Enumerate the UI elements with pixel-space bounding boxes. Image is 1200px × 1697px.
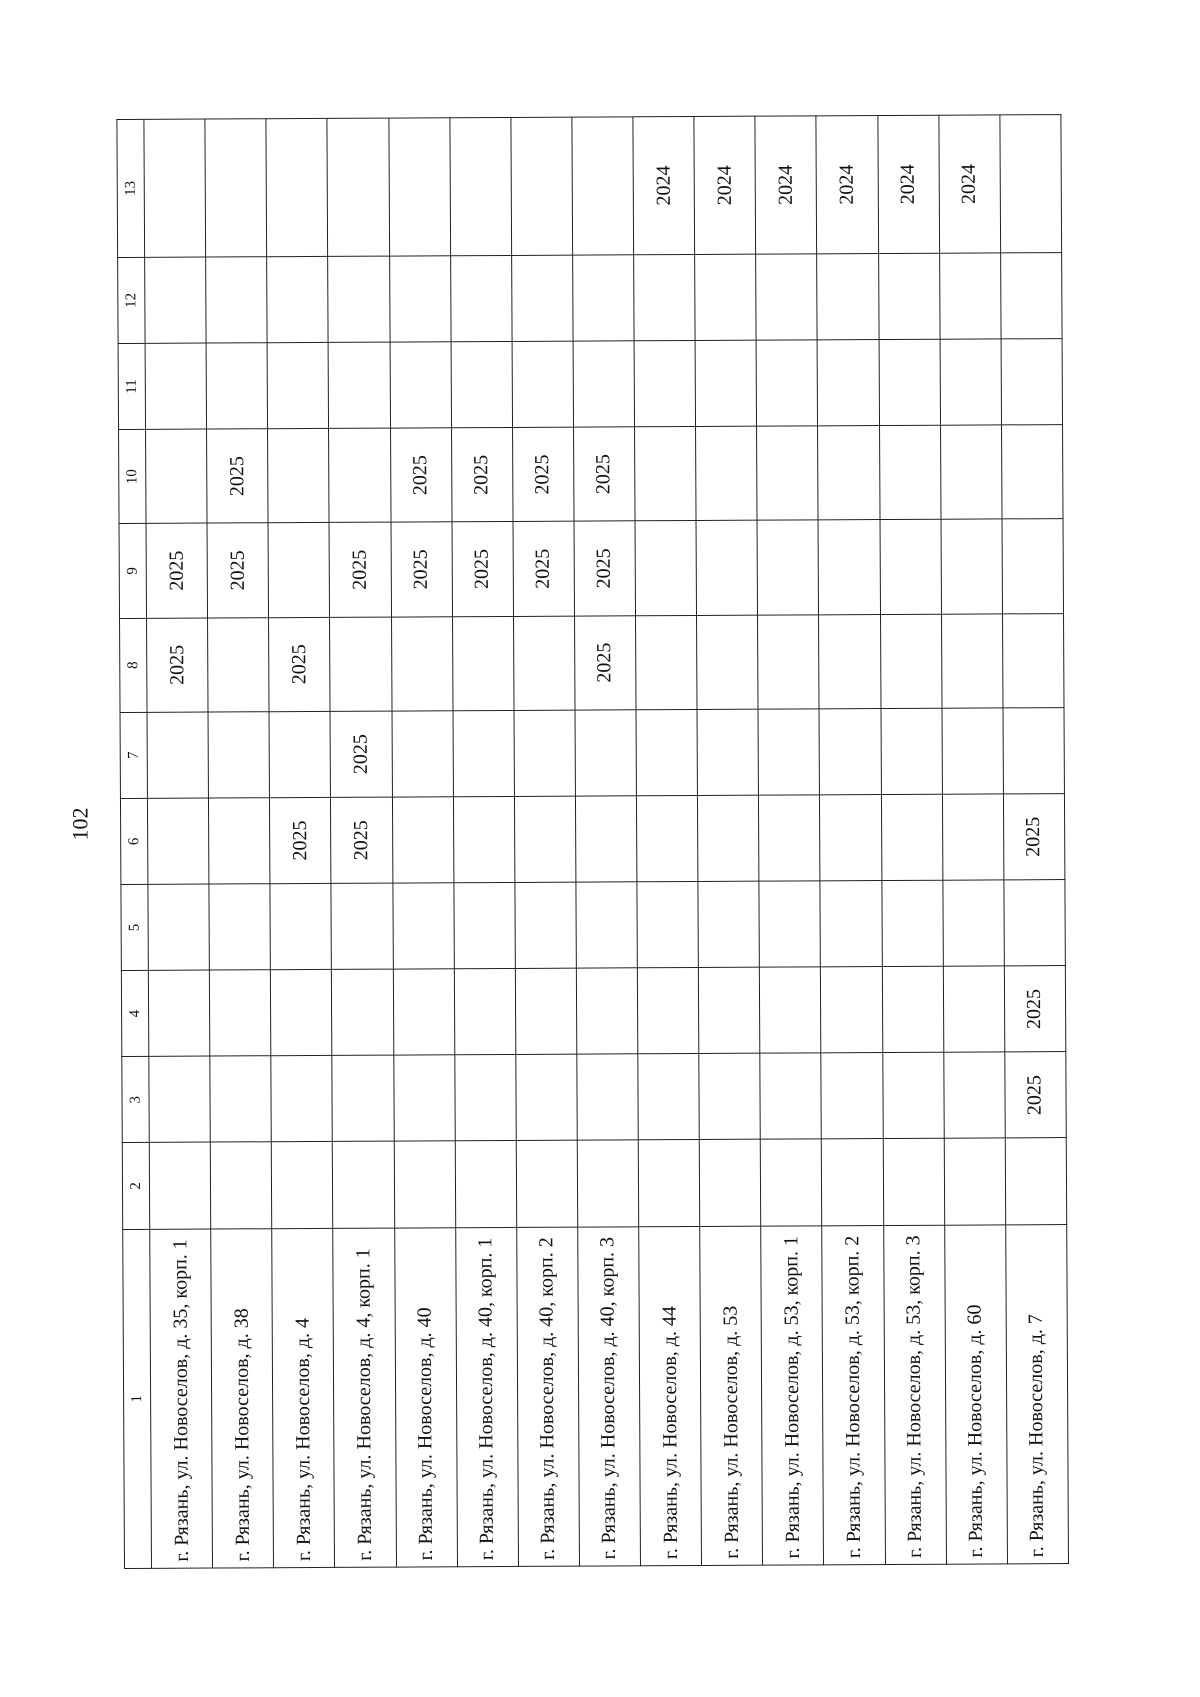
- column-header-8: 8: [120, 618, 147, 712]
- table-row: [939, 115, 1008, 1564]
- year-cell: [392, 883, 454, 969]
- address-cell: г. Рязань, ул. Новоселов, д. 4, корп. 1: [333, 1228, 396, 1568]
- address-cell: г. Рязань, ул. Новоселов, д. 60: [944, 1224, 1007, 1564]
- table-row: [877, 115, 946, 1564]
- address-cell: г. Рязань, ул. Новоселов, д. 40, корп. 1: [455, 1227, 518, 1567]
- year-cell: [943, 966, 1005, 1052]
- year-cell: [941, 519, 1003, 614]
- year-cell: [758, 709, 820, 795]
- year-cell: [147, 712, 209, 798]
- year-cell: [878, 253, 940, 339]
- year-cell: [1005, 1138, 1067, 1224]
- year-cell: [145, 343, 207, 429]
- year-cell: [454, 883, 516, 969]
- year-cell: [943, 880, 1005, 966]
- year-cell: [882, 966, 944, 1052]
- column-header-4: 4: [121, 971, 148, 1057]
- year-cell: [942, 794, 1004, 880]
- year-cell: [268, 429, 330, 524]
- year-cell: [818, 520, 880, 615]
- year-cell: [144, 119, 206, 257]
- year-cell: [699, 1140, 761, 1226]
- year-cell: [331, 883, 393, 969]
- table-row: [572, 117, 641, 1566]
- year-cell: [388, 118, 450, 256]
- year-cell: [148, 884, 210, 970]
- year-cell: 2025: [512, 427, 574, 522]
- year-cell: 2025: [1004, 966, 1066, 1052]
- year-cell: [513, 616, 575, 711]
- address-cell: г. Рязань, ул. Новоселов, д. 40: [394, 1227, 457, 1567]
- year-cell: 2024: [816, 116, 878, 254]
- year-cell: [820, 881, 882, 967]
- year-cell: 2025: [573, 427, 635, 522]
- year-cell: [511, 117, 573, 255]
- address-cell: г. Рязань, ул. Новоселов, д. 44: [639, 1226, 702, 1566]
- year-cell: [634, 254, 696, 340]
- year-cell: [881, 708, 943, 794]
- year-cell: [515, 968, 577, 1054]
- year-cell: 2025: [452, 522, 514, 617]
- year-cell: [635, 427, 697, 522]
- year-cell: [267, 256, 329, 342]
- year-cell: [269, 711, 331, 797]
- year-cell: [514, 710, 576, 796]
- year-cell: [452, 616, 514, 711]
- year-cell: [146, 429, 208, 524]
- year-cell: [760, 1053, 822, 1139]
- year-cell: [391, 616, 453, 711]
- year-cell: [271, 970, 333, 1056]
- address-cell: г. Рязань, ул. Новоселов, д. 40, корп. 3: [578, 1226, 641, 1566]
- table-row: [755, 116, 824, 1565]
- year-cell: [514, 796, 576, 882]
- year-cell: [695, 254, 757, 340]
- column-header-7: 7: [120, 712, 147, 798]
- year-cell: [1004, 880, 1066, 966]
- year-cell: 2025: [391, 522, 453, 617]
- year-cell: 2025: [574, 615, 636, 710]
- year-cell: [209, 970, 271, 1056]
- year-cell: [205, 119, 267, 257]
- year-cell: [333, 1142, 395, 1228]
- column-header-5: 5: [121, 884, 148, 970]
- year-cell: [634, 340, 696, 426]
- table-row: [816, 116, 885, 1565]
- year-cell: [1000, 115, 1062, 253]
- year-cell: [881, 794, 943, 880]
- year-cell: [940, 425, 1002, 520]
- year-cell: [942, 708, 1004, 794]
- year-cell: [573, 341, 635, 427]
- year-cell: [817, 253, 879, 339]
- year-cell: 2025: [1005, 1052, 1067, 1138]
- year-cell: [573, 255, 635, 341]
- year-cell: [760, 967, 822, 1053]
- column-header-11: 11: [118, 343, 145, 429]
- column-header-9: 9: [119, 524, 146, 618]
- year-cell: 2025: [270, 797, 332, 883]
- year-cell: [329, 428, 391, 523]
- column-header-10: 10: [119, 429, 146, 523]
- year-cell: [820, 794, 882, 880]
- year-cell: [1001, 339, 1063, 425]
- year-cell: [393, 969, 455, 1055]
- column-header-13: 13: [117, 119, 145, 257]
- year-cell: 2025: [513, 521, 575, 616]
- column-header-2: 2: [122, 1143, 149, 1229]
- year-cell: [638, 1054, 700, 1140]
- year-cell: [695, 340, 757, 426]
- year-cell: [392, 711, 454, 797]
- year-cell: [208, 617, 270, 712]
- year-cell: 2025: [207, 429, 269, 524]
- year-cell: 2024: [939, 115, 1001, 253]
- column-header-6: 6: [120, 798, 147, 884]
- year-cell: [454, 1055, 516, 1141]
- year-cell: [453, 710, 515, 796]
- rotated-table-container: [116, 114, 1069, 1569]
- year-cell: [392, 797, 454, 883]
- address-cell: г. Рязань, ул. Новоселов, д. 53, корп. 1: [761, 1225, 824, 1565]
- year-cell: 2025: [390, 428, 452, 523]
- address-cell: г. Рязань, ул. Новоселов, д. 38: [211, 1228, 274, 1568]
- year-cell: [1002, 519, 1064, 614]
- year-cell: [758, 614, 820, 709]
- table-row: [694, 116, 763, 1565]
- year-cell: [577, 1140, 639, 1226]
- year-cell: [759, 881, 821, 967]
- year-cell: [940, 339, 1002, 425]
- year-cell: [575, 796, 637, 882]
- year-cell: [516, 1141, 578, 1227]
- year-cell: [332, 969, 394, 1055]
- address-cell: г. Рязань, ул. Новоселов, д. 4: [272, 1228, 335, 1568]
- year-cell: [696, 426, 758, 521]
- year-cell: 2025: [146, 523, 208, 618]
- year-cell: [880, 614, 942, 709]
- year-cell: [267, 342, 329, 428]
- year-cell: [879, 339, 941, 425]
- year-cell: 2025: [330, 711, 392, 797]
- year-cell: [389, 256, 451, 342]
- table-row: [388, 118, 457, 1567]
- table-row: [1000, 115, 1069, 1564]
- year-cell: [576, 882, 638, 968]
- year-cell: [145, 257, 207, 343]
- year-cell: [882, 1053, 944, 1139]
- year-cell: [272, 1142, 334, 1228]
- year-cell: [637, 882, 699, 968]
- column-header-3: 3: [122, 1057, 149, 1143]
- year-cell: [1001, 425, 1063, 520]
- year-cell: [268, 523, 330, 618]
- table-row: [205, 119, 274, 1568]
- address-cell: г. Рязань, ул. Новоселов, д. 40, корп. 2: [516, 1227, 579, 1567]
- year-cell: [328, 256, 390, 342]
- year-cell: 2025: [147, 618, 209, 713]
- year-cell: [575, 710, 637, 796]
- address-cell: г. Рязань, ул. Новоселов, д. 53, корп. 2: [822, 1225, 885, 1565]
- year-cell: [393, 1055, 455, 1141]
- table-row: [327, 118, 396, 1567]
- year-cell: [879, 425, 941, 520]
- year-cell: [698, 881, 760, 967]
- year-cell: [270, 883, 332, 969]
- year-cell: [821, 967, 883, 1053]
- year-cell: [943, 1052, 1005, 1138]
- year-cell: [147, 798, 209, 884]
- year-cell: [883, 1139, 945, 1225]
- year-cell: [698, 795, 760, 881]
- year-cell: [817, 340, 879, 426]
- year-cell: [576, 968, 638, 1054]
- year-cell: [696, 521, 758, 616]
- year-cell: [1002, 613, 1064, 708]
- year-cell: 2025: [451, 428, 513, 523]
- year-cell: [208, 712, 270, 798]
- year-cell: [327, 118, 389, 256]
- year-cell: [390, 342, 452, 428]
- year-cell: [635, 521, 697, 616]
- column-header-12: 12: [118, 257, 145, 343]
- year-cell: [516, 1054, 578, 1140]
- year-cell: [636, 615, 698, 710]
- year-cell: [328, 342, 390, 428]
- year-cell: [819, 708, 881, 794]
- year-cell: [455, 1141, 517, 1227]
- year-cell: [209, 884, 271, 970]
- year-cell: [699, 1053, 761, 1139]
- year-cell: [944, 1138, 1006, 1224]
- year-cell: [271, 1056, 333, 1142]
- year-cell: [511, 255, 573, 341]
- year-cell: [454, 969, 516, 1055]
- column-header-1: 1: [123, 1229, 152, 1569]
- year-cell: [697, 709, 759, 795]
- year-cell: 2025: [574, 521, 636, 616]
- year-cell: 2024: [755, 116, 817, 254]
- year-cell: [332, 1055, 394, 1141]
- year-cell: [637, 968, 699, 1054]
- year-cell: [209, 798, 271, 884]
- year-cell: 2024: [694, 116, 756, 254]
- year-cell: [819, 614, 881, 709]
- year-cell: [1000, 252, 1062, 338]
- year-cell: 2025: [269, 617, 331, 712]
- year-cell: [636, 795, 698, 881]
- address-cell: г. Рязань, ул. Новоселов, д. 35, корп. 1: [150, 1229, 213, 1569]
- year-cell: [394, 1141, 456, 1227]
- year-cell: [941, 613, 1003, 708]
- year-cell: [149, 1056, 211, 1142]
- year-cell: [330, 617, 392, 712]
- year-cell: [756, 254, 818, 340]
- year-cell: [450, 117, 512, 255]
- year-cell: 2025: [331, 797, 393, 883]
- year-cell: 2024: [633, 116, 695, 254]
- year-cell: [761, 1139, 823, 1225]
- year-cell: [206, 257, 268, 343]
- table-row: [144, 119, 213, 1568]
- year-cell: [880, 520, 942, 615]
- page-number-text: 102: [67, 807, 92, 841]
- year-cell: 2024: [877, 115, 939, 253]
- address-cell: г. Рязань, ул. Новоселов, д. 7: [1005, 1224, 1068, 1564]
- year-cell: [881, 880, 943, 966]
- year-cell: [697, 615, 759, 710]
- year-cell: [1003, 707, 1065, 793]
- table-row: [266, 118, 335, 1567]
- table-row: [511, 117, 580, 1566]
- address-cell: г. Рязань, ул. Новоселов, д. 53: [700, 1226, 763, 1566]
- year-cell: [638, 1140, 700, 1226]
- table-body: [144, 115, 1069, 1569]
- year-cell: [572, 117, 634, 255]
- address-cell: г. Рязань, ул. Новоселов, д. 53, корп. 3: [883, 1225, 946, 1565]
- year-cell: [698, 967, 760, 1053]
- year-cell: [512, 341, 574, 427]
- year-cell: 2025: [207, 523, 269, 618]
- year-cell: [636, 709, 698, 795]
- year-cell: [822, 1139, 884, 1225]
- year-cell: [206, 343, 268, 429]
- year-cell: [453, 796, 515, 882]
- year-cell: [818, 426, 880, 521]
- table-row: [633, 116, 702, 1565]
- year-cell: [210, 1142, 272, 1228]
- year-cell: [450, 255, 512, 341]
- year-cell: 2025: [1003, 794, 1065, 880]
- year-cell: [756, 340, 818, 426]
- year-cell: [210, 1056, 272, 1142]
- year-cell: [451, 341, 513, 427]
- year-cell: [148, 970, 210, 1056]
- year-cell: [757, 520, 819, 615]
- year-cell: [577, 1054, 639, 1140]
- year-cell: [266, 118, 328, 256]
- year-cell: [757, 426, 819, 521]
- year-cell: [939, 253, 1001, 339]
- year-cell: [821, 1053, 883, 1139]
- year-cell: 2025: [329, 522, 391, 617]
- year-cell: [515, 882, 577, 968]
- schedule-table: [116, 114, 1069, 1569]
- page-number: [65, 804, 95, 844]
- year-cell: [149, 1142, 211, 1228]
- year-cell: [759, 795, 821, 881]
- table-row: [450, 117, 519, 1566]
